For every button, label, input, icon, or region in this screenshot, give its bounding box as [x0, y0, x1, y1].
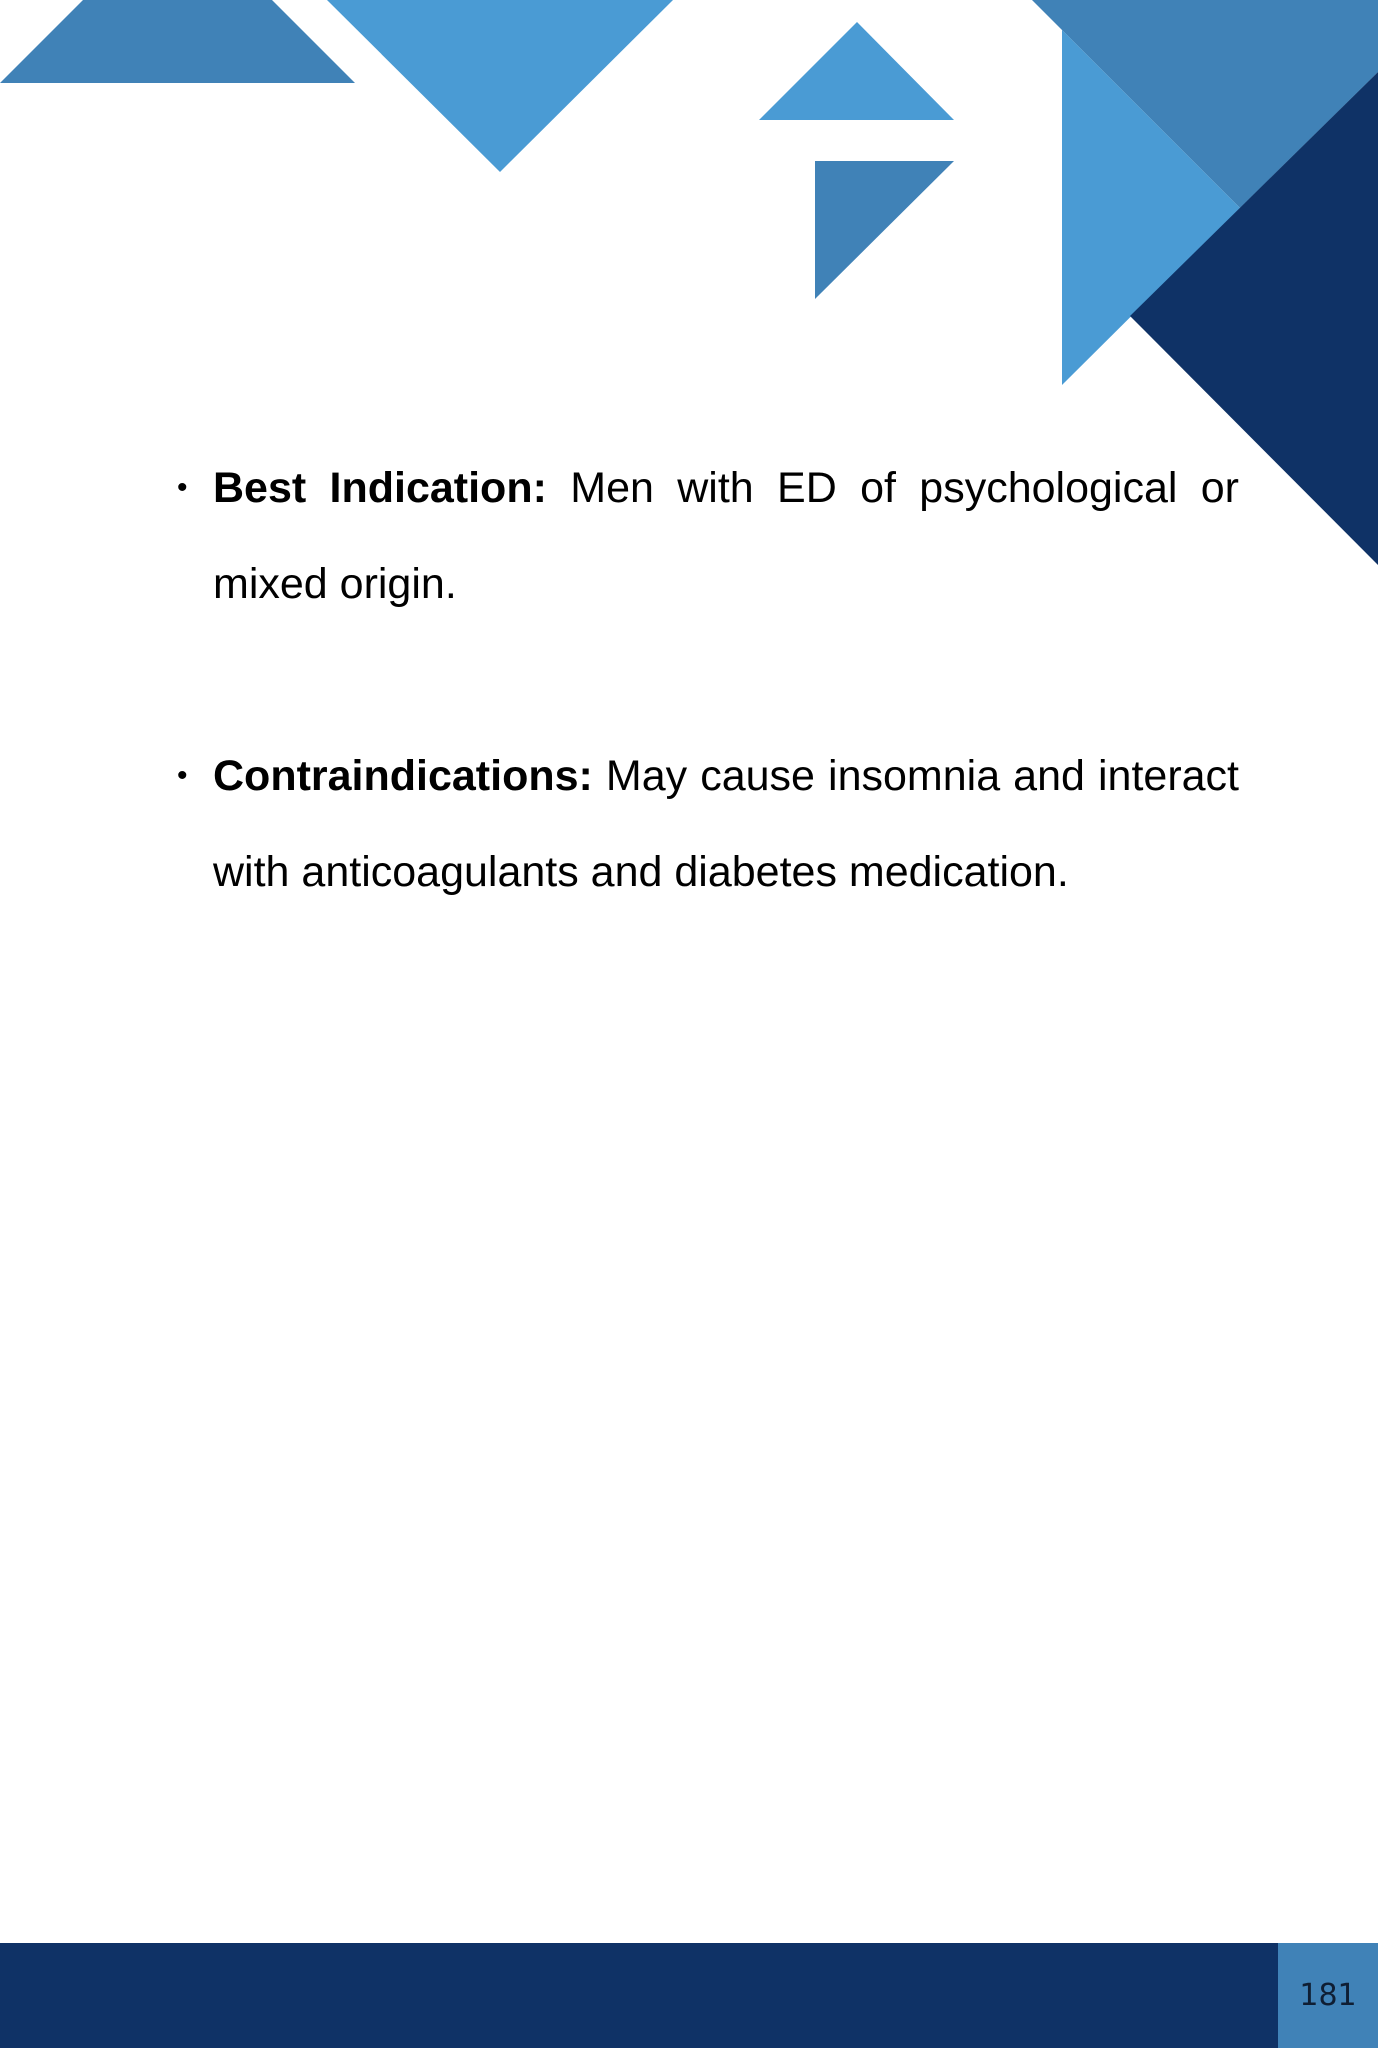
- bullet-term: Contraindications:: [213, 752, 593, 800]
- triangle-top-left-trapezoid: [0, 0, 355, 83]
- triangle-top-down-large: [327, 0, 673, 172]
- bullet-text: May cause insomnia and interact with anticoagulants and diabetes medication.: [213, 752, 1239, 896]
- bullet-dot-icon: •: [177, 471, 188, 504]
- page-number-box: [1278, 1943, 1378, 2048]
- bullet-text: Men with ED of psychological or mixed origin.: [213, 464, 1239, 608]
- footer-bar: [0, 1943, 1378, 2048]
- bullet-term: Best Indication:: [213, 464, 547, 512]
- content-area: [177, 440, 1239, 920]
- triangle-small-down: [815, 161, 954, 299]
- bullet-dot-icon: •: [177, 759, 188, 792]
- triangle-small-up: [759, 22, 954, 120]
- bullet-contraindications: [177, 728, 1239, 920]
- page-number: 181: [1299, 1978, 1357, 2013]
- bullet-best-indication: [177, 440, 1239, 632]
